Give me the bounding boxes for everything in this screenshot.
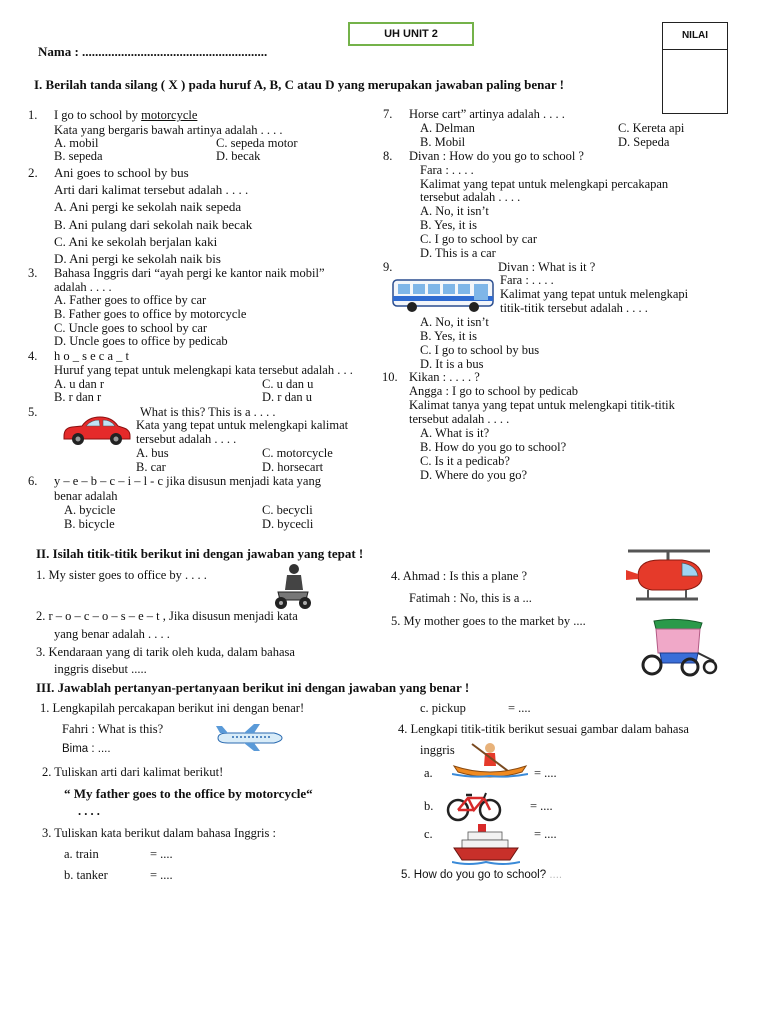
s3-q1: 1. Lengkapilah percakapan berikut ini dengan benar! [40, 701, 305, 715]
s2-q1: 1. My sister goes to office by . . . . [36, 568, 207, 582]
s3-q4b-label: b. [424, 799, 434, 813]
s2-q4-line1: 4. Ahmad : Is this a plane ? [391, 569, 528, 583]
q6-option-a[interactable]: A. bycicle [64, 503, 116, 517]
q1-line2: Kata yang bergaris bawah artinya adalah . . . . [54, 123, 283, 137]
score-box [662, 22, 728, 114]
section3-heading: III. Jawablah pertanyan-pertanyaan berikut ini dengan jawaban yang benar ! [36, 680, 470, 695]
q5-text: What is this? This is a . . . . [140, 405, 276, 419]
q10-line4: tersebut adalah . . . . [409, 412, 510, 426]
section1-heading: I. Berilah tanda silang ( X ) pada huruf A, B, C atau D yang merupakan jawaban paling benar ! [34, 77, 564, 92]
q2-option-d[interactable]: D. Ani pergi ke sekolah naik bis [54, 251, 221, 266]
q1-option-c[interactable]: C. sepeda motor [216, 136, 298, 150]
s3-q3c: c. pickup [420, 701, 466, 715]
q9-number: 9. [383, 260, 393, 274]
q6-option-b[interactable]: B. bicycle [64, 517, 115, 531]
q7-number: 7. [383, 107, 393, 121]
q9-line3: Kalimat yang tepat untuk melengkapi [500, 287, 689, 301]
q2-line2: Arti dari kalimat tersebut adalah . . . . [54, 182, 249, 197]
q3-option-b[interactable]: B. Father goes to office by motorcycle [54, 307, 247, 321]
q9-option-b[interactable]: B. Yes, it is [420, 329, 477, 343]
q8-option-d[interactable]: D. This is a car [420, 246, 496, 260]
q8-line2: Fara : . . . . [420, 163, 474, 177]
q10-option-c[interactable]: C. Is it a pedicab? [420, 454, 510, 468]
q9-option-c[interactable]: C. I go to school by bus [420, 343, 540, 357]
q4-option-c[interactable]: C. u dan u [262, 377, 314, 391]
pedicab-icon [636, 617, 718, 677]
s3-q3c-blank[interactable]: = .... [508, 701, 531, 715]
q8-option-c[interactable]: C. I go to school by car [420, 232, 537, 246]
s3-q3: 3. Tuliskan kata berikut dalam bahasa Inggris : [42, 826, 276, 840]
test-title: UH UNIT 2 [348, 22, 474, 46]
q4-option-a[interactable]: A. u dan r [54, 377, 104, 391]
q5-option-a[interactable]: A. bus [136, 446, 169, 460]
s3-q3b-blank[interactable]: = .... [150, 868, 173, 882]
s3-q1-line1: Fahri : What is this? [62, 722, 164, 736]
s2-q3-line1: 3. Kendaraan yang di tarik oleh kuda, dalam bahasa [36, 645, 295, 659]
q5-line3: tersebut adalah . . . . [136, 432, 237, 446]
q2-option-b[interactable]: B. Ani pulang dari sekolah naik becak [54, 217, 253, 232]
q2-option-c[interactable]: C. Ani ke sekolah berjalan kaki [54, 234, 218, 249]
q3-number: 3. [28, 266, 38, 280]
q2-option-a[interactable]: A. Ani pergi ke sekolah naik sepeda [54, 199, 242, 214]
q7-option-b[interactable]: B. Mobil [420, 135, 466, 149]
q6-number: 6. [28, 474, 38, 488]
q8-option-a[interactable]: A. No, it isn’t [420, 204, 489, 218]
q9-option-d[interactable]: D. It is a bus [420, 357, 484, 371]
q1-option-d[interactable]: D. becak [216, 149, 261, 163]
helicopter-icon [624, 546, 716, 608]
bicycle-icon [446, 790, 502, 822]
q10-line3: Kalimat tanya yang tepat untuk melengkapi titik-titik [409, 398, 675, 412]
q10-option-b[interactable]: B. How do you go to school? [420, 440, 567, 454]
s2-q5: 5. My mother goes to the market by .... [391, 614, 586, 628]
q5-option-d[interactable]: D. horsecart [262, 460, 324, 474]
q3-option-a[interactable]: A. Father goes to office by car [54, 293, 207, 307]
s3-q4c-blank[interactable]: = .... [534, 827, 557, 841]
q10-line2: Angga : I go to school by pedicab [409, 384, 579, 398]
s3-q5: 5. How do you go to school? .... [401, 869, 563, 881]
q7-option-c[interactable]: C. Kereta api [618, 121, 685, 135]
q7-option-a[interactable]: A. Delman [420, 121, 475, 135]
s3-q1-line2: Bima : .... [62, 743, 111, 755]
q9-line1: Divan : What is it ? [498, 260, 596, 274]
q2-text: Ani goes to school by bus [54, 165, 189, 180]
q8-line4: tersebut adalah . . . . [420, 190, 521, 204]
s3-q3b: b. tanker [64, 868, 108, 882]
q1-option-a[interactable]: A. mobil [54, 136, 99, 150]
q4-text: h o _ s e c a _ t [54, 349, 129, 363]
q8-number: 8. [383, 149, 393, 163]
q1-number: 1. [28, 108, 38, 122]
q7-option-d[interactable]: D. Sepeda [618, 135, 670, 149]
s3-q4a-label: a. [424, 766, 433, 780]
s2-q3-line2: inggris disebut ..... [54, 662, 147, 676]
q4-option-b[interactable]: B. r dan r [54, 390, 102, 404]
q1-text: I go to school by motorcycle [54, 108, 198, 122]
q6-option-c[interactable]: C. becycli [262, 503, 313, 517]
q8-option-b[interactable]: B. Yes, it is [420, 218, 477, 232]
q5-line2: Kata yang tepat untuk melengkapi kalimat [136, 418, 349, 432]
s3-q3a: a. train [64, 847, 99, 861]
s3-q4c-label: c. [424, 827, 433, 841]
q3-line2: adalah . . . . [54, 280, 112, 294]
score-label: NILAI [663, 23, 727, 50]
q6-line2: benar adalah [54, 489, 118, 503]
q3-option-d[interactable]: D. Uncle goes to office by pedicab [54, 334, 228, 348]
q3-option-c[interactable]: C. Uncle goes to school by car [54, 321, 208, 335]
s3-q4b-blank[interactable]: = .... [530, 799, 553, 813]
q2-number: 2. [28, 165, 38, 180]
name-field[interactable]: Nama : ......................................................... [38, 44, 268, 59]
bus-icon [390, 276, 496, 314]
q9-option-a[interactable]: A. No, it isn’t [420, 315, 489, 329]
car-icon [60, 412, 132, 446]
s3-q2: 2. Tuliskan arti dari kalimat berikut! [42, 765, 224, 779]
s3-q4: 4. Lengkapi titik-titik berikut sesuai gambar dalam bahasa [398, 722, 689, 736]
q8-text: Divan : How do you go to school ? [409, 149, 584, 163]
q3-text: Bahasa Inggris dari “ayah pergi ke kantor naik mobil” [54, 266, 325, 280]
q5-option-b[interactable]: B. car [136, 460, 166, 474]
s2-q2-line2: yang benar adalah . . . . [54, 627, 170, 641]
motorcycle-icon [272, 562, 314, 610]
canoe-icon [452, 740, 528, 780]
s2-q4-line2: Fatimah : No, this is a ... [409, 591, 532, 605]
s3-q3a-blank[interactable]: = .... [150, 847, 173, 861]
s3-q2-dots: . . . . [78, 804, 100, 818]
q10-option-d[interactable]: D. Where do you go? [420, 468, 528, 482]
q9-line2: Fara : . . . . [500, 273, 554, 287]
q8-line3: Kalimat yang tepat untuk melengkapi percakapan [420, 177, 669, 191]
q5-number: 5. [28, 405, 38, 419]
ship-icon [452, 822, 520, 866]
s3-q4-line2: inggris [420, 743, 455, 757]
q4-line2: Huruf yang tepat untuk melengkapi kata tersebut adalah . . . [54, 363, 353, 377]
s3-q5-dots: .... [549, 869, 563, 881]
q6-text: y – e – b – c – i – l - c jika disusun menjadi kata yang [54, 474, 321, 488]
q1-option-b[interactable]: B. sepeda [54, 149, 103, 163]
q10-option-a[interactable]: A. What is it? [420, 426, 490, 440]
q6-option-d[interactable]: D. bycecli [262, 517, 314, 531]
s2-q2-line1: 2. r – o – c – o – s – e – t , Jika disusun menjadi kata [36, 609, 298, 623]
q5-option-c[interactable]: C. motorcycle [262, 446, 333, 460]
q4-option-d[interactable]: D. r dan u [262, 390, 312, 404]
airplane-icon [214, 722, 284, 752]
q10-number: 10. [382, 370, 398, 384]
section2-heading: II. Isilah titik-titik berikut ini dengan jawaban yang tepat ! [36, 546, 364, 561]
q7-text: Horse cart” artinya adalah . . . . [409, 107, 565, 121]
q9-line4: titik-titik tersebut adalah . . . . [500, 301, 648, 315]
s3-q4a-blank[interactable]: = .... [534, 766, 557, 780]
s3-q2-sentence: “ My father goes to the office by motorcycle“ [64, 786, 313, 801]
q4-number: 4. [28, 349, 38, 363]
q10-line1: Kikan : . . . . ? [409, 370, 480, 384]
